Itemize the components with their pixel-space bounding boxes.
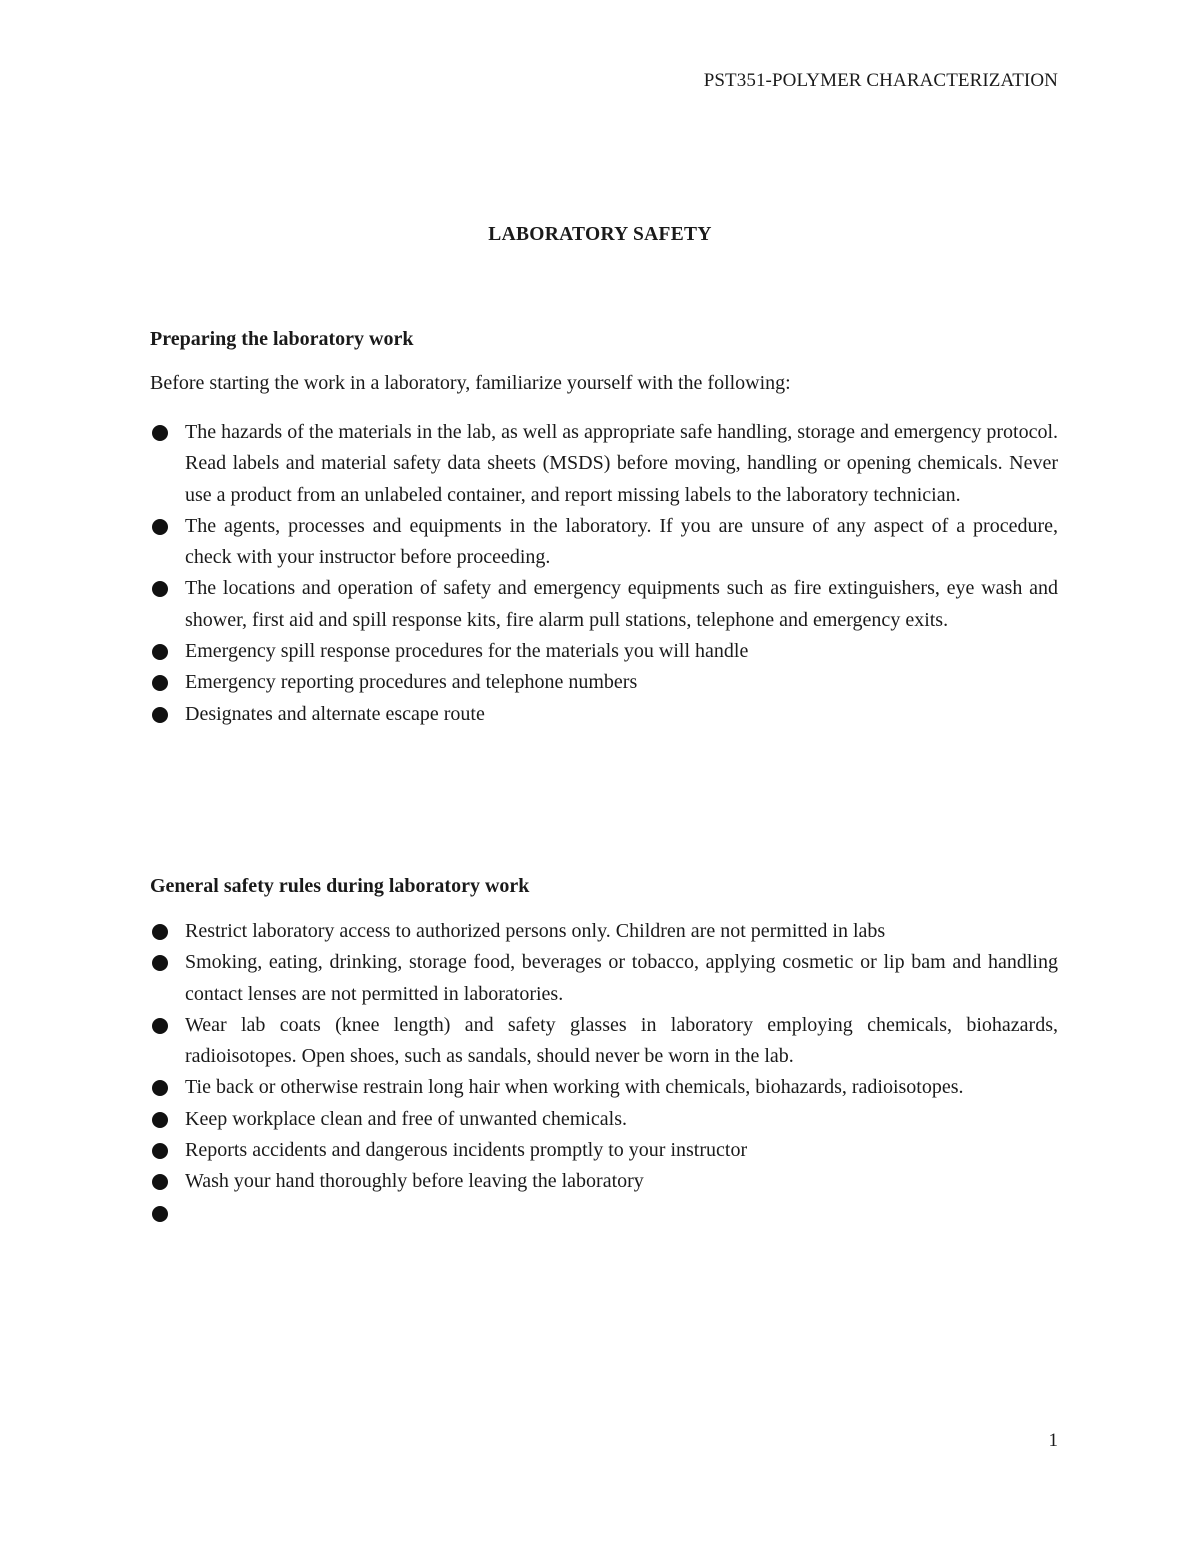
list-item xyxy=(150,417,1058,511)
bullet-icon xyxy=(152,1112,168,1128)
list-item-text: Emergency reporting procedures and telephone numbers xyxy=(185,671,638,694)
bullet-icon xyxy=(152,581,168,597)
bullet-icon xyxy=(152,1143,168,1159)
list-item-text: Emergency spill response procedures for the materials you will handle xyxy=(185,640,749,663)
bullet-list xyxy=(150,417,1058,730)
bullet-icon xyxy=(152,707,168,723)
list-item-text: Restrict laboratory access to authorized persons only. Children are not permitted in labs xyxy=(185,920,886,942)
section-general-rules xyxy=(150,872,1058,1229)
bullet-icon xyxy=(152,1174,168,1190)
bullet-icon xyxy=(152,924,168,940)
list-item xyxy=(150,667,1058,698)
document-title: LABORATORY SAFETY xyxy=(488,224,712,245)
section-heading: General safety rules during laboratory work xyxy=(150,875,530,897)
list-item xyxy=(150,636,1058,667)
list-item xyxy=(150,916,1058,947)
list-item-text: The locations and operation of safety and emergency equipments such as fire extinguishers, eye wash and shower, first aid and spill response kits, fire alarm pull stations, telephone and emergency exits. xyxy=(185,577,1058,631)
list-item-text: Smoking, eating, drinking, storage food, beverages or tobacco, applying cosmetic or lip bam and handling contact lenses are not permitted in laboratories. xyxy=(185,951,1058,1005)
list-item xyxy=(150,1104,1058,1135)
list-item-empty xyxy=(150,1198,1058,1229)
list-item-text: Designates and alternate escape route xyxy=(185,702,485,725)
list-item-text: The hazards of the materials in the lab, as well as appropriate safe handling, storage and emergency protocol. Read labels and material safety data sheets (MSDS) before moving, handling or opening chemicals. Never use a product from an unlabeled container, and report missing labels to the laboratory technician. xyxy=(185,421,1058,506)
list-item xyxy=(150,699,1058,730)
list-item-text: Wear lab coats (knee length) and safety glasses in laboratory employing chemicals, biohazards, radioisotopes. Open shoes, such as sandals, should never be worn in the lab. xyxy=(185,1013,1058,1068)
section-preparing xyxy=(150,325,1058,730)
list-item xyxy=(150,1135,1058,1166)
list-item xyxy=(150,511,1058,574)
bullet-icon xyxy=(152,425,168,441)
list-item xyxy=(150,1072,1058,1103)
page-header: PST351-POLYMER CHARACTERIZATION xyxy=(703,70,1058,91)
list-item-text: Reports accidents and dangerous incidents promptly to your instructor xyxy=(185,1139,748,1162)
list-item-text: Tie back or otherwise restrain long hair when working with chemicals, biohazards, radioisotopes. xyxy=(185,1076,964,1099)
section-heading: Preparing the laboratory work xyxy=(150,328,414,350)
bullet-icon xyxy=(152,955,168,971)
bullet-icon xyxy=(152,1018,168,1034)
bullet-icon xyxy=(152,1080,168,1096)
list-item-text: Wash your hand thoroughly before leaving the laboratory xyxy=(185,1170,644,1193)
bullet-icon xyxy=(152,675,168,691)
list-item xyxy=(150,947,1058,1010)
list-item xyxy=(150,1010,1058,1073)
list-item-text: Keep workplace clean and free of unwanted chemicals. xyxy=(185,1107,628,1130)
list-item-text: The agents, processes and equipments in the laboratory. If you are unsure of any aspect of a procedure, check with your instructor before proceeding. xyxy=(185,514,1058,569)
bullet-icon xyxy=(152,644,168,660)
bullet-list xyxy=(150,916,1058,1229)
list-item xyxy=(150,1166,1058,1197)
section-intro: Before starting the work in a laboratory, familiarize yourself with the following: xyxy=(150,372,791,394)
list-item xyxy=(150,573,1058,636)
bullet-icon xyxy=(152,519,168,535)
bullet-icon xyxy=(152,1206,168,1222)
page-number: 1 xyxy=(1048,1430,1058,1451)
